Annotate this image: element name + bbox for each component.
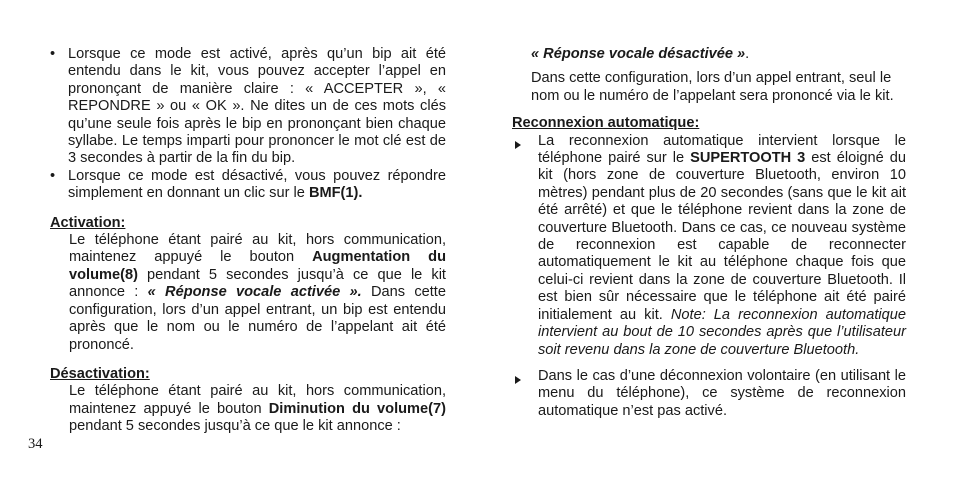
reconnect-heading: Reconnexion automatique: [512, 115, 700, 132]
reconnect-note: Note: La reconnexion automatique intervient au bout de 10 secondes après que l’utilisateur soit revenu dans la zone de couverture Bluetooth. [538, 306, 906, 358]
bullet-dot-icon: • [50, 167, 56, 184]
activation-heading: Activation: [50, 214, 126, 231]
page-number: 34 [28, 436, 43, 452]
voice-off-line: « Réponse vocale désactivée ». [531, 46, 750, 62]
reconnect-item: La reconnexion automatique intervient lorsque le téléphone pairé sur le SUPERTOOTH 3 est éloigné du kit (hors zone de couverture Bluetooth, environ 10 mètres) pendant plus de 20 secondes (sans que le kit ait été arrêté) et que le téléphone revient dans la zone de couverture Bluetooth. Dans ce cas, ce nouveau système de reconnexion est capable de reconnecter automatiquement le kit au téléphone chaque fois que celui-ci revient dans la zone de couverture Bluetooth. Il est bien sûr nécessaire que le téléphone ait été pairé initialement au kit. Note: La reconnexion automatique intervient au bout de 10 secondes après que l’utilisateur soit revenu dans la zone de couverture Bluetooth. [512, 133, 906, 359]
right-column [512, 46, 906, 420]
bullet-item: • Lorsque ce mode est activé, après qu’un bip ait été entendu dans le kit, vous pouvez accepter l’appel en prononçant de manière claire : « ACCEPTER », « REPONDRE » ou « OK ». Ne dites un de ces mots clés qu’une seule fois après le bip en prononçant bien chaque syllabe. Le temps imparti pour prononcer le mot clé est de 3 secondes à partir de la fin du bip. [50, 46, 446, 167]
activation-text: Le téléphone étant pairé au kit, hors communication, maintenez appuyé le bouton Augmentation du volume(8) pendant 5 secondes jusqu’à ce que le kit annonce : « Réponse vocale activée ». Dans cette configuration, lors d’un appel entrant, un bip est entendu après que le nom ou le numéro de l’appelant ait été prononcé. [69, 232, 446, 353]
deactivation-text: Le téléphone étant pairé au kit, hors communication, maintenez appuyé le bouton Diminution du volume(7) pendant 5 secondes jusqu’à ce que le kit annonce : [69, 383, 446, 435]
deactivation-heading: Désactivation: [50, 365, 150, 382]
bullet-item: • Lorsque ce mode est désactivé, vous pouvez répondre simplement en donnant un clic sur le BMF(1). [50, 167, 446, 202]
bullet-dot-icon: • [50, 46, 56, 62]
reconnect-item: Dans le cas d’une déconnexion volontaire (en utilisant le menu du téléphone), ce système de reconnexion automatique n’est pas activé. [512, 368, 906, 420]
config-text: Dans cette configuration, lors d’un appel entrant, seul le nom ou le numéro de l’appelant sera prononcé via le kit. [531, 70, 894, 104]
left-column [50, 46, 446, 436]
triangle-bullet-icon [515, 137, 521, 154]
triangle-bullet-icon [515, 372, 521, 389]
